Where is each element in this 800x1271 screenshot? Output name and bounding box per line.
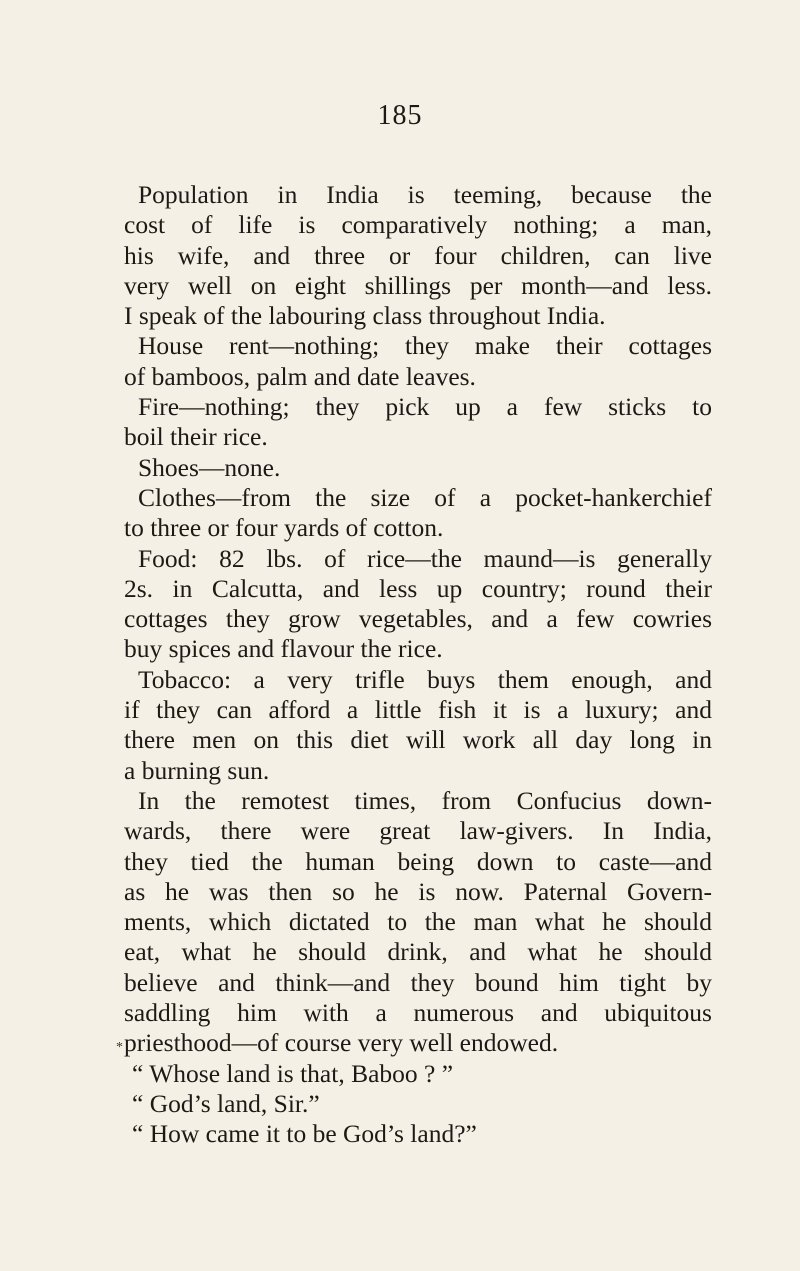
text-line: Population in India is teeming, because the <box>138 180 712 209</box>
text-line: priesthood—of course very well endowed. <box>124 1028 559 1058</box>
text-line: House rent—nothing; they make their cottages <box>138 331 712 361</box>
margin-mark: * <box>116 1040 123 1055</box>
text-line: Shoes—none. <box>138 452 281 482</box>
text-line: buy spices and flavour the rice. <box>124 634 443 664</box>
text-line: Fire—nothing; they pick up a few sticks to <box>138 392 712 422</box>
text-line: very well on eight shillings per month—and less. <box>124 270 712 300</box>
text-line: I speak of the labouring class throughout India. <box>124 301 606 331</box>
paragraph <box>124 331 712 392</box>
text-line: they tied the human being down to caste—and <box>124 846 712 876</box>
text-line: boil their rice. <box>124 422 268 452</box>
text-line: to three or four yards of cotton. <box>124 513 444 543</box>
paragraph <box>124 1059 712 1089</box>
text-line: a burning sun. <box>124 755 270 785</box>
text-line: eat, what he should drink, and what he should <box>124 937 712 967</box>
text-line: “ Whose land is that, Baboo ? ” <box>132 1058 454 1088</box>
text-line: 2s. in Calcutta, and less up country; round their <box>124 573 712 603</box>
text-line: if they can afford a little fish it is a luxury; and <box>124 695 712 725</box>
text-line: cottages they grow vegetables, and a few cowries <box>124 604 712 634</box>
text-line: cost of life is comparatively nothing; a man, <box>124 210 712 240</box>
text-line: Tobacco: a very trifle buys them enough, and <box>138 664 712 694</box>
paragraph <box>124 1119 712 1149</box>
text-line: ments, which dictated to the man what he should <box>124 907 712 937</box>
text-line: “ How came it to be God’s land?” <box>132 1119 477 1149</box>
text-line: there men on this diet will work all day long in <box>124 725 712 755</box>
paragraph <box>124 453 712 483</box>
text-line: wards, there were great law-givers. In India, <box>124 816 712 846</box>
page-number: 185 <box>377 100 423 131</box>
text-line: of bamboos, palm and date leaves. <box>124 361 476 391</box>
text-line: believe and think—and they bound him tight by <box>124 967 712 997</box>
text-line: “ God’s land, Sir.” <box>132 1088 320 1118</box>
body-text <box>124 180 712 1150</box>
paragraph <box>124 392 712 453</box>
text-line: saddling him with a numerous and ubiquitous <box>124 998 712 1028</box>
text-line: his wife, and three or four children, can live <box>124 240 712 270</box>
paragraph <box>124 544 712 665</box>
text-line: Clothes—from the size of a pocket-hankerchief <box>138 482 712 512</box>
paragraph <box>124 180 712 331</box>
text-line: In the remotest times, from Confucius down- <box>138 785 712 815</box>
text-line: as he was then so he is now. Paternal Govern- <box>124 876 712 906</box>
paragraph <box>124 786 712 1059</box>
paragraph <box>124 665 712 786</box>
paragraph <box>124 1089 712 1119</box>
text-line: Food: 82 lbs. of rice—the maund—is generally <box>138 543 712 573</box>
paragraph <box>124 483 712 544</box>
